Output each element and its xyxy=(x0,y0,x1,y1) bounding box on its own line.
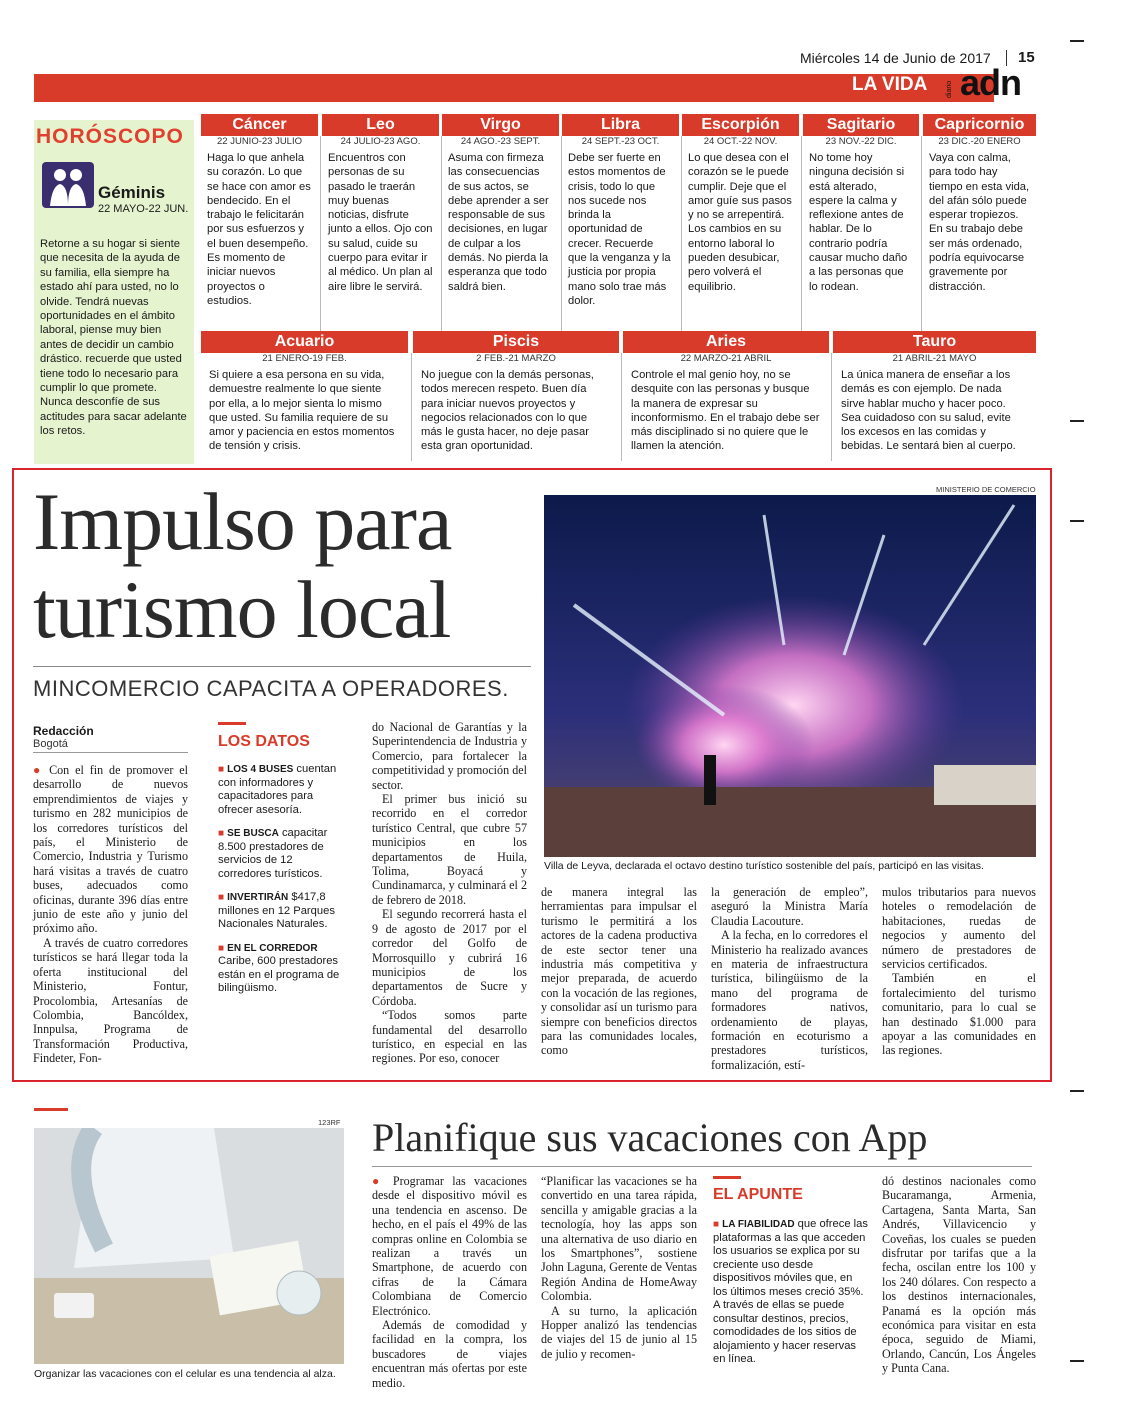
datos-item: ■ INVERTIRÁN $417,8 millones en 12 Parques Nacionales Naturales. xyxy=(218,891,335,930)
sign-name: Libra xyxy=(562,114,679,136)
section-bar xyxy=(34,74,994,102)
apunte-title: EL APUNTE xyxy=(713,1186,803,1203)
paragraph: “Planificar las vacaciones se ha convertido en una tarea rápida, sencilla y amigable gracias a la tecnología, hoy las apps son una alternativa de uso diario en los Smartphones”, sostiene John Laguna, Gerente de Ventas Región Andina de HomeAway Colombia. xyxy=(541,1174,697,1304)
sign-name: Virgo xyxy=(442,114,559,136)
article-column-6 xyxy=(882,885,1036,1058)
sign-name: Leo xyxy=(322,114,439,136)
column-divider xyxy=(411,353,412,461)
gemini-icon xyxy=(40,160,96,210)
sign-dates: 24 OCT.-22 NOV. xyxy=(703,136,778,147)
article2-column-4 xyxy=(882,1174,1036,1376)
sign-text: No tome hoy ninguna decisión si está alterado, espere la calma y reflexione antes de hablar. De lo contrario podría causar mucho daño a las personas que lo rodean. xyxy=(809,152,908,293)
apunte-accent-rule xyxy=(713,1176,741,1179)
paragraph: mulos tributarios para nuevos hoteles o remodelación de habitaciones, ruedas de negocios y aumento del número de prestadores de servicios certificados. xyxy=(882,885,1036,972)
photo-credit: 123RF xyxy=(318,1118,341,1127)
scan-mark xyxy=(1070,520,1084,522)
headline-line-2: turismo local xyxy=(33,564,451,655)
sign-dates: 24 JULIO-23 AGO. xyxy=(340,136,421,147)
article2-headline: Planifique sus vacaciones con App xyxy=(372,1115,928,1160)
article2-column-2 xyxy=(541,1174,697,1361)
column-divider xyxy=(921,136,922,332)
byline-city: Bogotá xyxy=(33,738,68,750)
sign-leo xyxy=(322,114,439,294)
paragraph: A través de cuatro corredores turísticos se hará llegar toda la oferta institucional del Ministerio, Fontur, Procolombia, Artesanías de Colombia, Bancóldex, Innpulsa, Programa de Transformación Productiva, Findeter, Fon- xyxy=(33,935,188,1066)
paragraph: de manera integral las herramientas para impulsar el turismo le permitirá a los actores de la cadena productiva de este sector tener una industria más competitiva y mejor preparada, de acuerdo con la vocación de las regiones, y consolidar así un turismo para siempre con beneficios directos para las comunidades locales, como xyxy=(541,885,697,1058)
datos-item: ■ LOS 4 BUSES cuentan con informadores y capacitadores para ofrecer asesoría. xyxy=(218,763,337,816)
article-column-1 xyxy=(33,763,188,1066)
sign-text: Haga lo que anhela su corazón. Lo que se hace con amor es bendecido. En el trabajo le felicitarán por sus esfuerzos y el buen desempeño. Es momento de iniciar nuevos proyectos o estudios. xyxy=(207,152,311,307)
paragraph: la generación de empleo”, aseguró la Ministra María Claudia Lacouture. xyxy=(711,885,868,928)
paragraph: El primer bus inició su recorrido en el corredor turístico Central, que cubre 57 municipios en los departamentos de Huila, Tolima, Boyacá y Cundinamarca, y culminará el 2 de febrero de 2018. xyxy=(372,792,527,907)
apunte-text: ■ LA FIABILIDAD que ofrece las plataformas a las que acceden los usuarios se explica por su creciente uso desde dispositivos móviles que, en los últimos meses creció 35%. A través de ellas se puede consultar destinos, precios, comodidades de los sitios de alojamiento y hacer reservas en línea. xyxy=(713,1218,868,1365)
article-column-5 xyxy=(711,885,868,1072)
headline-rule xyxy=(33,666,531,667)
paragraph: “Todos somos parte fundamental del desarrollo turístico, en especial en las regiones. Por eso, conocer xyxy=(372,1008,527,1066)
scan-mark xyxy=(1070,1090,1084,1092)
article2-column-1 xyxy=(372,1174,527,1390)
paragraph: dó destinos nacionales como Bucaramanga, Armenia, Cartagena, Santa Marta, San Andrés, Villavicencio y Coveñas, los cuales se pueden disfrutar por tarifas que a la fecha, oscilan entre los 100 y los 240 dólares. Con respecto a los destinos internacionales, Panamá es la opción más económica para visitar en esta época, seguido de Miami, Orlando, Cancún, Los Ángeles y Punta Cana. xyxy=(882,1174,1036,1376)
adn-logo: adn xyxy=(960,62,1022,103)
paragraph: do Nacional de Garantías y la Superintendencia de Industria y Comercio, para fortalecer la competitividad y promoción del sector. xyxy=(372,720,527,792)
article-column-3 xyxy=(372,720,527,1066)
sign-text: Asuma con firmeza las consecuencias de sus actos, se debe aprender a ser responsable de sus decisiones, en lugar de culpar a los demás. No pierda la esperanza que todo saldrá bien. xyxy=(448,152,549,293)
article-subtitle: MINCOMERCIO CAPACITA A OPERADORES. xyxy=(33,676,509,701)
sign-libra xyxy=(562,114,679,308)
scan-mark xyxy=(1070,1360,1084,1362)
sign-name: Piscis xyxy=(413,331,619,353)
vacation-planning-photo xyxy=(34,1128,344,1364)
byline-author: Redacción xyxy=(33,724,94,738)
fireworks-photo xyxy=(544,495,1036,857)
sign-dates: 21 ABRIL-21 MAYO xyxy=(892,353,977,364)
page-number: 15 xyxy=(1018,49,1035,66)
column-divider xyxy=(831,353,832,461)
photo-accent-rule xyxy=(34,1108,68,1111)
sign-sagitario xyxy=(803,114,919,294)
paragraph: El segundo recorrerá hasta el 9 de agosto de 2017 por el corredor del Golfo de Morrosquillo y cubrirá 16 municipios de los departamentos de Sucre y Córdoba. xyxy=(372,907,527,1008)
paragraph-bullet: ● xyxy=(33,763,44,777)
sign-name: Escorpión xyxy=(682,114,799,136)
sign-dates: 24 AGO.-23 SEPT. xyxy=(460,136,541,147)
sign-text: Debe ser fuerte en estos momentos de crisis, todo lo que nos sucede nos brinda la oportunidad de crecer. Recuerde que la venganza y la justicia por propia mano solo trae más dolor. xyxy=(568,152,671,307)
sign-dates: 23 NOV.-22 DIC. xyxy=(825,136,897,147)
paragraph: Además de comodidad y facilidad en la compra, los buscadores de viajes encuentran más ofertas por este medio. xyxy=(372,1318,527,1390)
datos-item: ■ SE BUSCA capacitar 8.500 prestadores de servicios de 12 corredores turísticos. xyxy=(218,827,328,880)
issue-date: Miércoles 14 de Junio de 2017 xyxy=(800,50,991,66)
sign-name: Acuario xyxy=(201,331,408,353)
sign-virgo xyxy=(442,114,559,294)
featured-sign-text: Retorne a su hogar si siente que necesita de la ayuda de su familia, ella siempre ha estado ahí para usted, no lo olvide. Tendrá nuevas oportunidades en el ámbito laboral, piense muy bien antes de decidir un cambio drástico. recuerde que usted tiene todo lo necesario para cumplir lo que promete. Nunca desconfíe de sus actitudes para sacar adelante los retos. xyxy=(40,238,187,438)
datos-item: ■ EN EL CORREDOR Caribe, 600 prestadores están en el programa de bilingüismo. xyxy=(218,942,340,994)
paragraph: Programar las vacaciones desde el dispositivo móvil es una tendencia en ascenso. De hecho, en el país el 49% de las compras online en Colombia se realizan a través un Smartphone, de acuerdo con cifras de la Cámara Colombiana de Comercio Electrónico. xyxy=(372,1174,527,1318)
datos-title: LOS DATOS xyxy=(218,733,310,750)
sign-dates: 24 SEPT.-23 OCT. xyxy=(581,136,660,147)
sign-text: No juegue con la demás personas, todos merecen respeto. Buen día para iniciar nuevos proyectos y negocios relacionados con lo que más le gusta hacer, no deje pasar esta gran oportunidad. xyxy=(421,369,594,453)
sign-aries xyxy=(623,331,829,454)
sign-cancer xyxy=(201,114,318,308)
featured-sign-dates: 22 MAYO-22 JUN. xyxy=(98,203,189,215)
scan-mark xyxy=(1070,40,1084,42)
paragraph: A su turno, la aplicación Hopper analizó las tendencias de viajes del 15 de junio al 15 de julio y recomen- xyxy=(541,1303,697,1361)
sign-capricornio xyxy=(923,114,1036,294)
scan-mark xyxy=(1070,420,1084,422)
sign-text: La única manera de enseñar a los demás es con ejemplo. De nada sirve hablar mucho y hacer poco. Sea cuidadoso con su salud, evite los excesos en las comidas y bebidas. Le sentará bien al cuerpo. xyxy=(841,369,1016,453)
paragraph: A la fecha, en lo corredores el Ministerio ha realizado avances en materia de infraestructura turística, bilingüismo de la mano del programa de formadores nativos, ordenamiento de playas, formación en ecoturismo a prestadores turísticos, formalización, estí- xyxy=(711,928,868,1072)
sign-dates: 21 ENERO-19 FEB. xyxy=(262,353,347,364)
section-title: LA VIDA xyxy=(852,74,928,95)
horoscope-title: HORÓSCOPO xyxy=(36,125,184,148)
sign-text: Vaya con calma, para todo hay tiempo en esta vida, del afán sólo puede esperar tropiezos. En su trabajo debe ser más ordenado, podría equivocarse gravemente por distracción. xyxy=(929,152,1030,293)
datos-accent-rule xyxy=(218,722,246,725)
sign-name: Tauro xyxy=(833,331,1036,353)
sign-text: Controle el mal genio hoy, no se desquite con las personas y busque la manera de expresar su inconformismo. En el trabajo debe ser más disciplinado si no quiere que le llamen la atención. xyxy=(631,369,820,453)
sign-text: Lo que desea con el corazón se le puede cumplir. Deje que el amor guíe sus pasos y no se arrepentirá. Los cambios en su entorno laboral lo pueden desubicar, pero volverá el equilibrio. xyxy=(688,152,792,293)
sign-dates: 23 DIC.-20 ENERO xyxy=(938,136,1021,147)
article-column-4 xyxy=(541,885,697,1058)
article-headline xyxy=(33,478,543,654)
sign-name: Sagitario xyxy=(803,114,919,136)
headline-line-1: Impulso para xyxy=(33,476,452,567)
datos-list xyxy=(218,763,346,996)
headline-rule xyxy=(372,1166,1032,1167)
sign-tauro xyxy=(833,331,1036,454)
sign-dates: 2 FEB.-21 MARZO xyxy=(476,353,556,364)
column-divider xyxy=(801,136,802,332)
sign-name: Aries xyxy=(623,331,829,353)
sign-name: Cáncer xyxy=(201,114,318,136)
sign-dates: 22 MARZO-21 ABRIL xyxy=(680,353,772,364)
logo-small-text: diario xyxy=(946,80,953,98)
photo-credit: MINISTERIO DE COMERCIO xyxy=(936,485,1036,494)
sign-text: Encuentros con personas de su pasado le traerán muy buenas noticias, disfrute junto a ellos. Ojo con su salud, cuide su cuerpo para evitar ir al médico. Un plan al aire libre le servirá. xyxy=(328,152,433,293)
byline-rule xyxy=(33,752,188,753)
column-divider xyxy=(320,136,321,332)
sign-acuario xyxy=(201,331,408,454)
sign-piscis xyxy=(413,331,619,454)
photo-caption: Villa de Leyva, declarada el octavo destino turístico sostenible del país, participó en las visitas. xyxy=(544,860,984,872)
column-divider xyxy=(621,353,622,461)
paragraph-bullet: ● xyxy=(372,1174,385,1188)
photo-caption: Organizar las vacaciones con el celular es una tendencia al alza. xyxy=(34,1368,336,1380)
sign-escorpion xyxy=(682,114,799,294)
sign-name: Capricornio xyxy=(923,114,1036,136)
sign-dates: 22 JUNIO-23 JULIO xyxy=(217,136,302,147)
paragraph: Con el fin de promover el desarrollo de nuevos emprendimientos de viajes y turismo en 282 municipios de los corredores turísticos del país, el Ministerio de Comercio, Industria y Turismo hará visitas a través de cuatro buses, adecuados como oficinas, durante 396 días entre junio de este año y junio del próximo año. xyxy=(33,763,188,936)
paragraph: También en el fortalecimiento del turismo comunitario, para lo cual se han destinado $1.000 para apoyar a las comunidades en las regiones. xyxy=(882,971,1036,1058)
featured-sign-name: Géminis xyxy=(98,183,166,202)
sign-text: Si quiere a esa persona en su vida, demuestre realmente lo que siente por ella, a lo mejor sienta lo mismo que usted. Su familia requiere de su amor y paciencia en estos momentos de tensión y crisis. xyxy=(209,369,395,453)
